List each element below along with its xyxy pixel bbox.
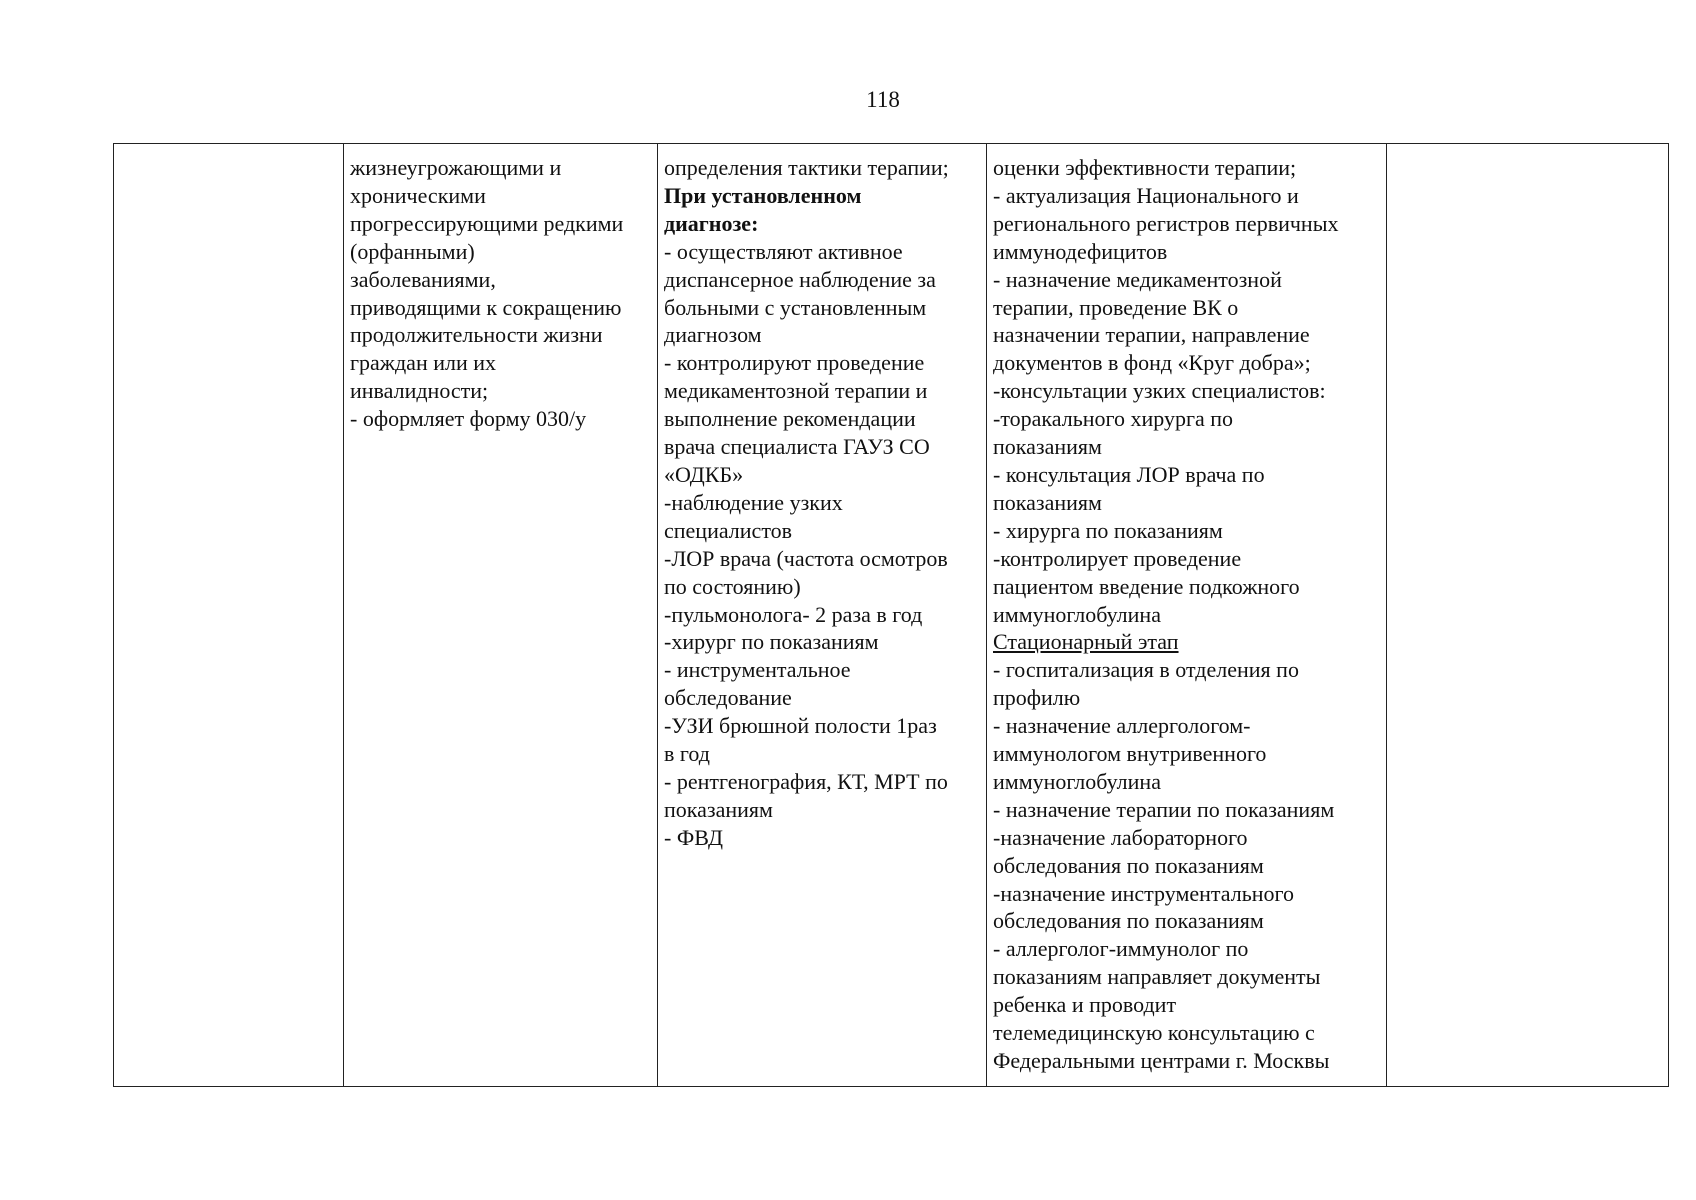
cell-text-line: регионального регистров первичных: [993, 210, 1339, 236]
cell-text-line: - актуализация Национального и: [993, 182, 1299, 208]
cell-text-line: профилю: [993, 685, 1081, 711]
cell-text-line: оценки эффективности терапии;: [993, 155, 1297, 180]
cell-text-line: Федеральными центрами г. Москвы: [993, 1048, 1330, 1073]
bold-heading-line: При установленном: [664, 182, 862, 208]
cell-text-line: заболеваниями,: [350, 266, 496, 292]
cell-text-line: продолжительности жизни: [350, 322, 603, 348]
cell-text-line: -назначение лабораторного: [993, 824, 1248, 850]
cell-text-line: - хирурга по показаниям: [993, 517, 1223, 543]
cell-text-line: - рентгенография, КТ, МРТ по: [664, 768, 948, 794]
cell-text-line: -консультации узких специалистов:: [993, 378, 1326, 404]
cell-text-line: - ФВД: [664, 824, 724, 850]
cell-text-line: инвалидности;: [350, 378, 489, 404]
table-cell-col-4: [987, 144, 1387, 1087]
cell-text-line: -назначение инструментального: [993, 880, 1295, 906]
cell-text-line: иммуноглобулина: [993, 768, 1161, 794]
bold-heading-line: диагнозе:: [664, 210, 759, 236]
cell-text-line: иммунологом внутривенного: [993, 741, 1267, 767]
cell-text-line: иммунодефицитов: [993, 238, 1168, 264]
cell-text-line: хроническими: [350, 182, 486, 208]
cell-text-line: (орфанными): [350, 238, 475, 264]
cell-text-line: пациентом введение подкожного: [993, 573, 1300, 599]
cell-text-line: диагнозом: [664, 322, 762, 348]
cell-text-line: по состоянию): [664, 573, 801, 599]
cell-text-line: -УЗИ брюшной полости 1раз: [664, 713, 937, 739]
cell-text-line: -ЛОР врача (частота осмотров: [664, 545, 948, 571]
cell-text-line: документов в фонд «Круг добра»;: [993, 350, 1311, 376]
cell-text-line: - оформляет форму 030/у: [350, 406, 587, 432]
cell-text-line: медикаментозной терапии и: [664, 378, 928, 404]
cell-text-line: приводящими к сокращению: [350, 294, 622, 320]
cell-text-line: обследование: [664, 685, 792, 711]
cell-text-line: терапии, проведение ВК о: [993, 294, 1239, 320]
table-cell-col-5: [1387, 144, 1669, 1087]
cell-text-line: обследования по показаниям: [993, 852, 1264, 878]
cell-text-line: - госпитализация в отделения по: [993, 657, 1299, 683]
cell-text-line: больными с установленным: [664, 294, 927, 320]
cell-text-line: «ОДКБ»: [664, 461, 744, 487]
cell-text-line: ребенка и проводит: [993, 992, 1177, 1018]
cell-text-line: показаниям: [664, 796, 773, 822]
cell-text-line: показаниям направляет документы: [993, 964, 1321, 990]
cell-text-line: обследования по показаниям: [993, 908, 1264, 934]
cell-text-line: - инструментальное: [664, 657, 851, 683]
page-number: 118: [866, 87, 900, 112]
cell-text-line: назначении терапии, направление: [993, 322, 1310, 348]
cell-text-line: -торакального хирурга по: [993, 406, 1234, 432]
cell-text-line: выполнение рекомендации: [664, 406, 916, 432]
cell-text-line: - аллерголог-иммунолог по: [993, 936, 1249, 962]
cell-text-line: диспансерное наблюдение за: [664, 266, 936, 292]
cell-text-line: - консультация ЛОР врача по: [993, 461, 1265, 487]
cell-text-line: граждан или их: [350, 350, 497, 376]
cell-text-line: специалистов: [664, 517, 793, 543]
cell-text-line: - осуществляют активное: [664, 238, 903, 264]
cell-text-line: определения тактики терапии;: [664, 155, 949, 180]
cell-text-line: - назначение медикаментозной: [993, 266, 1282, 292]
cell-text-line: в год: [664, 741, 710, 767]
cell-text-line: иммуноглобулина: [993, 601, 1161, 627]
table-row: [114, 144, 1669, 1087]
document-table: [113, 143, 1669, 1087]
cell-text-line: показаниям: [993, 434, 1102, 460]
cell-text-line: - назначение аллергологом-: [993, 713, 1251, 739]
section-heading: Стационарный этап: [993, 629, 1179, 655]
table-cell-col-2: [344, 144, 658, 1087]
cell-text-line: -контролирует проведение: [993, 545, 1242, 571]
table-cell-col-1: [114, 144, 344, 1087]
cell-text-line: -наблюдение узких: [664, 489, 843, 515]
cell-text-line: - назначение терапии по показаниям: [993, 796, 1335, 822]
cell-text-line: прогрессирующими редкими: [350, 210, 624, 236]
cell-text-line: - контролируют проведение: [664, 350, 925, 376]
cell-text-line: показаниям: [993, 489, 1102, 515]
cell-text-line: телемедицинскую консультацию с: [993, 1020, 1315, 1046]
cell-text-line: -хирург по показаниям: [664, 629, 879, 655]
cell-text-line: -пульмонолога- 2 раза в год: [664, 601, 923, 627]
cell-text-line: врача специалиста ГАУЗ СО: [664, 434, 930, 460]
table-cell-col-3: [658, 144, 987, 1087]
cell-text-line: жизнеугрожающими и: [350, 155, 562, 180]
